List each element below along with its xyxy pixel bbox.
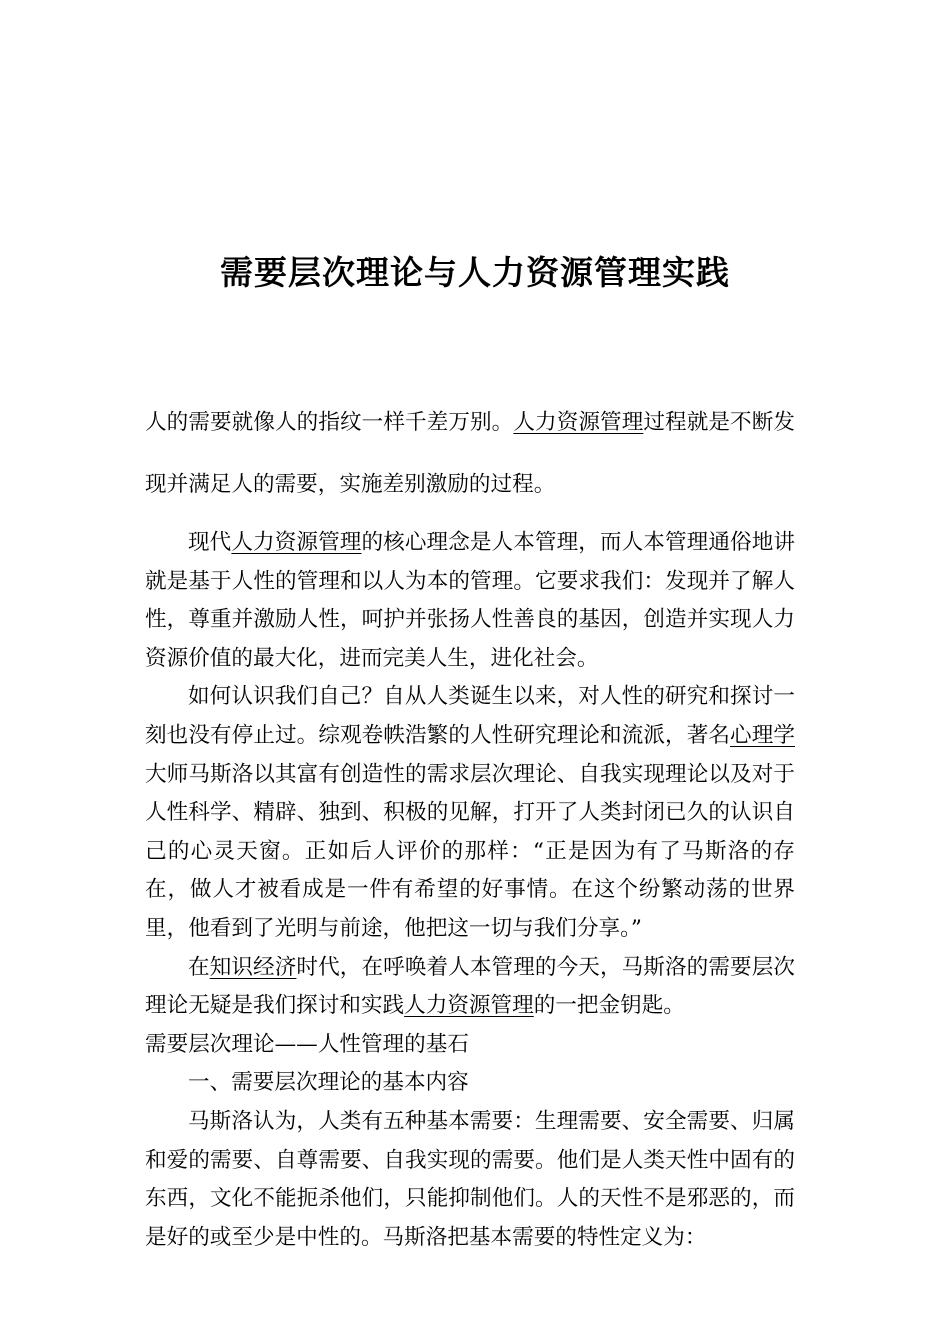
paragraph-text: 如何认识我们自己？自从人类诞生以来，对人性的研究和探讨一刻也没有停止过。综观卷帙浩繁的人性研究理论和流派，著名 (145, 684, 795, 748)
paragraph-text: 的一把金钥匙。 (533, 993, 685, 1019)
section-heading: 需要层次理论——人性管理的基石 (145, 1031, 469, 1057)
intro-text-start: 人的需要就像人的指纹一样千差万别。 (145, 410, 514, 435)
document-title: 需要层次理论与人力资源管理实践 (220, 253, 730, 292)
subsection-heading: 一、需要层次理论的基本内容 (188, 1070, 469, 1096)
paragraph-basic-needs: 马斯洛认为，人类有五种基本需要：生理需要、安全需要、归属和爱的需要、自尊需要、自我实现的需要。他们是人类天性中固有的东西，文化不能扼杀他们，只能抑制他们。人的天性不是邪恶的，而是好的或至少是中性的。马斯洛把基本需要的特性定义为： (145, 1108, 795, 1250)
psychology-link[interactable]: 心理学 (730, 722, 795, 748)
intro-text-end: 过程就是不断发现并满足人的需要，实施差别激励的过程。 (145, 410, 795, 497)
knowledge-economy-link[interactable]: 知识经济 (209, 954, 297, 980)
intro-paragraph (145, 392, 795, 516)
paragraph-text: 时代，在呼唤着人本管理的今天，马斯洛的需要层次理论无疑是我们探讨和实践 (145, 954, 795, 1019)
hrm-link[interactable]: 人力资源管理 (513, 410, 644, 435)
paragraph-text: 的核心理念是人本管理，而人本管理通俗地讲就是基于人性的管理和以人为本的管理。它要求我们：发现并了解人性，尊重并激励人性，呵护并张扬人性善良的基因，创造并实现人力资源价值的最大化，进而完美人生，进化社会。 (145, 530, 795, 671)
paragraph-text: 在 (188, 954, 210, 980)
paragraph-text: 现代 (188, 530, 232, 555)
paragraph-knowledge-economy (145, 949, 795, 1026)
paragraph-hrm-core (145, 524, 795, 678)
document-body (145, 392, 795, 1257)
paragraph-text: 大师马斯洛以其富有创造性的需求层次理论、自我实现理论以及对于人性科学、精辟、独到、积极的见解，打开了人类封闭已久的认识自己的心灵天窗。正如后人评价的那样：“正是因为有了马斯洛的存在，做人才被看成是一件有希望的好事情。在这个纷繁动荡的世界里，他看到了光明与前途，他把这一切与我们分享。” (145, 761, 795, 941)
hrm-link[interactable]: 人力资源管理 (404, 993, 534, 1019)
paragraph-maslow-intro (145, 678, 795, 948)
hrm-link[interactable]: 人力资源管理 (231, 530, 362, 555)
